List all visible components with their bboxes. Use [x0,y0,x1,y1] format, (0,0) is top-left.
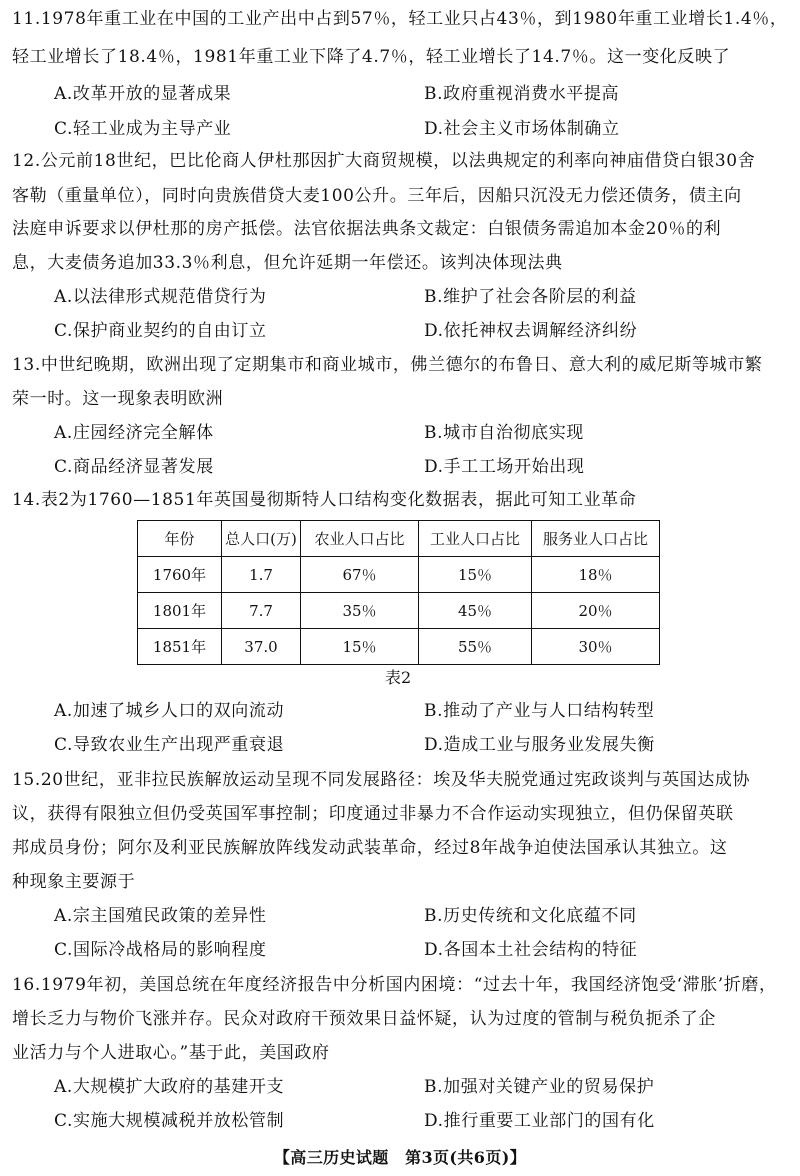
q13-stem-line-2: 荣一时。这一现象表明欧洲 [12,389,224,409]
q15-option-a[interactable]: A.宗主国殖民政策的差异性 [54,906,267,926]
table-header-cell: 工业人口占比 [419,521,532,557]
table-caption: 表2 [385,668,412,687]
q15-stem-line-2: 议，获得有限独立但仍受英国军事控制；印度通过非暴力不合作运动实现独立，但仍保留英联 [12,804,734,824]
table-cell: 1851年 [138,629,222,665]
q11-option-d[interactable]: D.社会主义市场体制确立 [424,119,620,139]
q12-option-d[interactable]: D.依托神权去调解经济纠纷 [424,321,638,341]
table-cell: 55％ [419,629,532,665]
table-row [138,593,660,629]
table-cell: 45％ [419,593,532,629]
q12-stem-line-2: 客勒（重量单位），同时向贵族借贷大麦100公升。三年后，因船只沉没无力偿还债务，债主向 [12,186,742,206]
population-table [137,520,660,665]
q12-option-b[interactable]: B.维护了社会各阶层的利益 [424,287,637,307]
table-cell: 20％ [532,593,660,629]
q16-option-d[interactable]: D.推行重要工业部门的国有化 [424,1111,655,1131]
table-cell: 37.0 [222,629,301,665]
table-cell: 18％ [532,557,660,593]
table-header-cell: 年份 [138,521,222,557]
q14-stem-line-1: 14.表2为1760—1851年英国曼彻斯特人口结构变化数据表，据此可知工业革命 [12,490,637,510]
q14-option-b[interactable]: B.推动了产业与人口结构转型 [424,701,655,721]
table-header-cell: 农业人口占比 [301,521,419,557]
q14-option-a[interactable]: A.加速了城乡人口的双向流动 [54,701,285,721]
table-row [138,557,660,593]
table-cell: 1801年 [138,593,222,629]
table-cell: 7.7 [222,593,301,629]
q16-option-c[interactable]: C.实施大规模减税并放松管制 [54,1111,285,1131]
q12-option-a[interactable]: A.以法律形式规范借贷行为 [54,287,267,307]
table-cell: 35％ [301,593,419,629]
table-header-cell: 总人口(万) [222,521,301,557]
q15-option-c[interactable]: C.国际冷战格局的影响程度 [54,940,267,960]
table-header-row [138,521,660,557]
table-cell: 1.7 [222,557,301,593]
q16-option-a[interactable]: A.大规模扩大政府的基建开支 [54,1077,285,1097]
q12-stem-line-4: 息，大麦债务追加33.3％利息，但允许延期一年偿还。该判决体现法典 [12,253,563,273]
q12-option-c[interactable]: C.保护商业契约的自由订立 [54,321,267,341]
q13-option-c[interactable]: C.商品经济显著发展 [54,457,214,477]
q12-stem-line-3: 法庭申诉要求以伊杜那的房产抵偿。法官依据法典条文裁定：白银债务需追加本金20％的利 [12,219,722,239]
q11-option-c[interactable]: C.轻工业成为主导产业 [54,119,232,139]
q14-option-c[interactable]: C.导致农业生产出现严重衰退 [54,735,285,755]
q13-option-b[interactable]: B.城市自治彻底实现 [424,423,584,443]
q15-option-d[interactable]: D.各国本土社会结构的特征 [424,940,638,960]
q11-option-a[interactable]: A.改革开放的显著成果 [54,84,232,104]
q13-option-d[interactable]: D.手工工场开始出现 [424,457,585,477]
q15-stem-line-3: 邦成员身份；阿尔及利亚民族解放阵线发动武装革命，经过8年战争迫使法国承认其独立。这 [12,838,728,858]
q12-stem-line-1: 12.公元前18世纪，巴比伦商人伊杜那因扩大商贸规模，以法典规定的利率向神庙借贷白银30舍 [12,151,756,171]
q11-stem-line-1: 11.1978年重工业在中国的工业产出中占到57％，轻工业只占43％，到1980年重工业增长1.4％， [12,9,788,29]
q11-stem-line-2: 轻工业增长了18.4％，1981年重工业下降了4.7％，轻工业增长了14.7％。这一变化反映了 [12,47,731,67]
q16-stem-line-3: 业活力与个人进取心。”基于此，美国政府 [12,1043,330,1063]
q14-option-d[interactable]: D.造成工业与服务业发展失衡 [424,735,655,755]
q16-stem-line-2: 增长乏力与物价飞涨并存。民众对政府干预效果日益怀疑，认为过度的管制与税负扼杀了企 [12,1009,716,1029]
q15-stem-line-1: 15.20世纪，亚非拉民族解放运动呈现不同发展路径：埃及华夫脱党通过宪政谈判与英国达成协 [12,770,751,790]
table-row [138,629,660,665]
q15-stem-line-4: 种现象主要源于 [12,872,136,892]
q11-option-b[interactable]: B.政府重视消费水平提高 [424,84,620,104]
q16-stem-line-1: 16.1979年初，美国总统在年度经济报告中分析国内困境：“过去十年，我国经济饱受‘滞胀’折磨， [12,975,777,995]
table-header-cell: 服务业人口占比 [532,521,660,557]
q13-stem-line-1: 13.中世纪晚期，欧洲出现了定期集市和商业城市，佛兰德尔的布鲁日、意大利的威尼斯等城市繁 [12,355,763,375]
page-footer: 【高三历史试题 第3页(共6页)】 [273,1148,527,1167]
table-cell: 1760年 [138,557,222,593]
table-cell: 30％ [532,629,660,665]
table-cell: 67％ [301,557,419,593]
table-cell: 15％ [419,557,532,593]
q15-option-b[interactable]: B.历史传统和文化底蕴不同 [424,906,637,926]
q16-option-b[interactable]: B.加强对关键产业的贸易保护 [424,1077,655,1097]
q13-option-a[interactable]: A.庄园经济完全解体 [54,423,214,443]
table-cell: 15％ [301,629,419,665]
